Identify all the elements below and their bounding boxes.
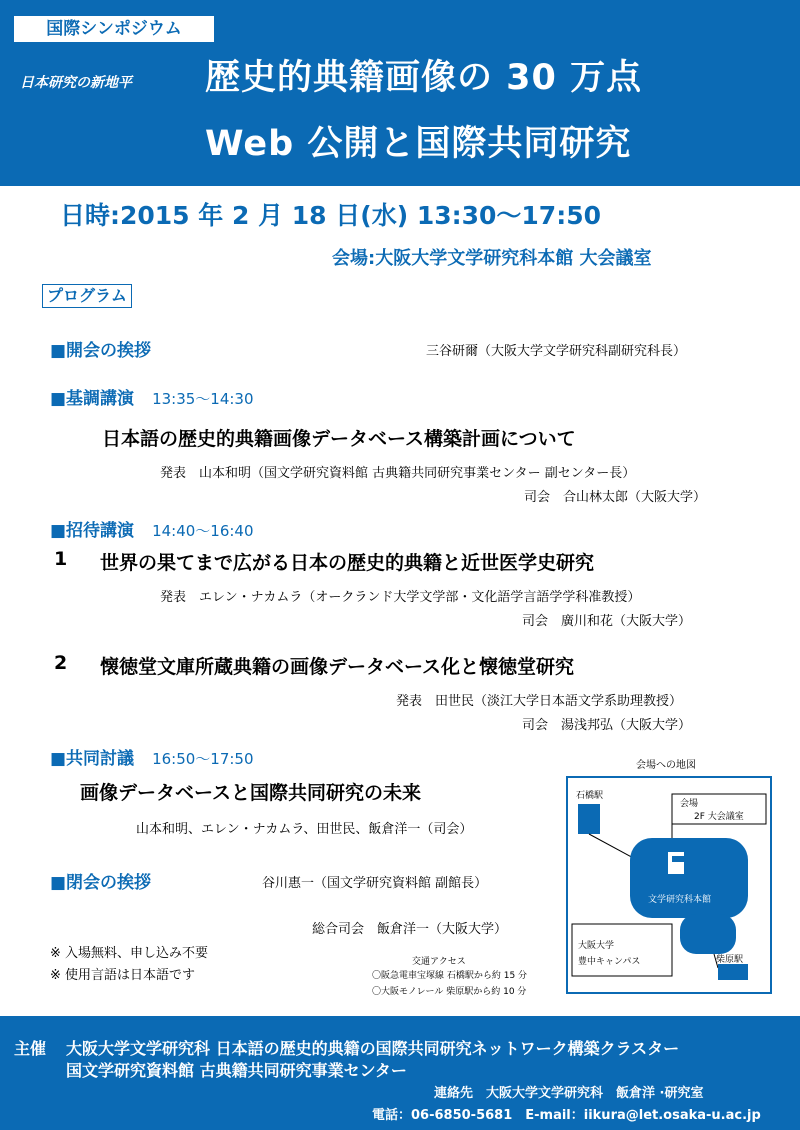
invited-talk-1-num: 1 xyxy=(54,548,68,570)
opening-speaker: 三谷研爾（大阪大学文学研究科副研究科長） xyxy=(426,344,687,359)
venue-room-marker xyxy=(668,852,684,874)
note-language: ※ 使用言語は日本語です xyxy=(50,968,196,983)
contact: 連絡先 大阪大学文学研究科 飯倉洋 ·研究室 xyxy=(434,1086,704,1101)
invited-talk-2-num: 2 xyxy=(54,652,68,674)
invited-talk-1-title: 世界の果てまで広がる日本の歴史的典籍と近世医学史研究 xyxy=(100,552,595,574)
discussion-heading xyxy=(50,744,254,769)
map-venue-label-1: 会場 xyxy=(680,799,699,809)
discussion-time: 16:50～17:50 xyxy=(152,750,254,768)
organizer-1: 大阪大学文学研究科 日本語の歴史的典籍の国際共同研究ネットワーク構築クラスター xyxy=(66,1039,680,1058)
invited-title: ■招待講演 xyxy=(50,521,135,541)
map-campus-1: 大阪大学 xyxy=(578,941,615,951)
subtitle: 日本研究の新地平 xyxy=(20,75,132,91)
closing-title: ■閉会の挨拶 xyxy=(50,873,152,893)
closing-speaker: 谷川惠一（国文学研究資料館 副館長） xyxy=(262,876,488,891)
keynote-talk: 日本語の歴史的典籍画像データベース構築計画について xyxy=(102,428,576,450)
event-datetime: 日時:2015 年 2 月 18 日(水) 13:30～17:50 xyxy=(60,201,601,230)
invited-talk-2-chair: 司会 湯浅邦弘（大阪大学） xyxy=(522,718,692,733)
access-1: 〇阪急電車宝塚線 石橋駅から約 15 分 xyxy=(372,971,528,981)
footer-banner xyxy=(0,1016,800,1130)
map-building: 文学研究科本館 xyxy=(648,895,712,905)
event-venue: 会場:大阪大学文学研究科本館 大会議室 xyxy=(332,248,652,269)
discussion-topic: 画像データベースと国際共同研究の未来 xyxy=(80,782,422,804)
opening-title: ■開会の挨拶 xyxy=(50,341,152,361)
access-title: 交通アクセス xyxy=(412,957,466,967)
invited-time: 14:40～16:40 xyxy=(152,522,254,540)
map-title: 会場への地図 xyxy=(636,760,696,771)
title-line-1: 歴史的典籍画像の 30 万点 xyxy=(205,58,643,98)
keynote-title: ■基調講演 xyxy=(50,389,135,409)
invited-talk-2-title: 懐徳堂文庫所蔵典籍の画像データベース化と懐徳堂研究 xyxy=(100,656,575,678)
phone-email[interactable]: 電話：06-6850-5681 E-mail：iikura@let.osaka-u.ac.jp xyxy=(372,1108,761,1123)
invited-heading xyxy=(50,516,254,541)
discussion-title: ■共同討議 xyxy=(50,749,135,769)
building-shape xyxy=(630,838,748,918)
keynote-presenter: 発表 山本和明（国文学研究資料館 古典籍共同研究事業センター 副センター長） xyxy=(160,466,636,481)
invited-talk-2-presenter: 発表 田世民（淡江大学日本語文学系助理教授） xyxy=(396,694,683,709)
organizer-label: 主催 xyxy=(14,1039,47,1058)
venue-map xyxy=(566,776,772,994)
map-station-top: 石橋駅 xyxy=(576,791,604,801)
keynote-chair: 司会 合山林太郎（大阪大学） xyxy=(524,490,707,505)
general-chair: 総合司会 飯倉洋一（大阪大学） xyxy=(312,922,508,937)
station-top-marker xyxy=(578,804,600,834)
invited-talk-1-presenter: 発表 エレン・ナカムラ（オークランド大学文学部・文化語学言語学学科准教授） xyxy=(160,590,641,605)
note-free-admission: ※ 入場無料、申し込み不要 xyxy=(50,946,209,961)
keynote-heading xyxy=(50,384,254,409)
access-2: 〇大阪モノレール 柴原駅から約 10 分 xyxy=(372,987,527,997)
map-campus-2: 豊中キャンパス xyxy=(578,957,641,967)
discussion-panel: 山本和明、エレン・ナカムラ、田世民、飯倉洋一（司会） xyxy=(136,822,473,837)
map-venue-label-2: 2F 大会議室 xyxy=(694,812,744,822)
invited-talk-1-chair: 司会 廣川和花（大阪大学） xyxy=(522,614,692,629)
keynote-time: 13:35～14:30 xyxy=(152,390,254,408)
organizer-2: 国文学研究資料館 古典籍共同研究事業センター xyxy=(66,1061,407,1080)
program-label: プログラム xyxy=(42,284,132,308)
map-station-bottom: 柴原駅 xyxy=(716,955,744,965)
station-bottom-marker xyxy=(718,964,748,980)
symposium-badge: 国際シンポジウム xyxy=(14,16,214,42)
title-line-2: Web 公開と国際共同研究 xyxy=(205,124,632,164)
